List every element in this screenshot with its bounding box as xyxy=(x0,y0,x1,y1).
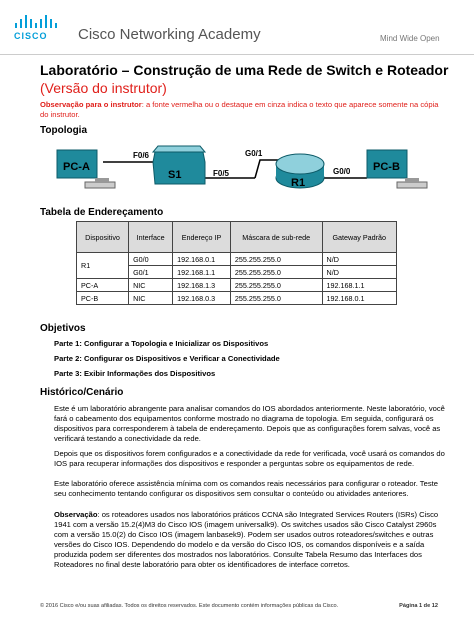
pc-b-label: PC-B xyxy=(373,161,400,173)
page-header xyxy=(0,0,474,52)
header-divider xyxy=(0,54,474,55)
background-note-text: : os roteadores usados nos laboratórios práticos CCNA são Integrated Services Routers (ISRs) Cisco 1941 com a versão 15.2(4)M3 do Cisco IOS (imagem universalk9). Os switches usados são Cisco Catalyst 2960s com a versão 15.0(2) do Cisco IOS (imagem lanbasek9). Podem ser usados outros roteadores/switches e outras versões do Cisco IOS. Dependendo do modelo e da versão do Cisco IOS, os comandos disponíveis e a saída produzida podem ser diferentes dos mostrados nos laboratórios. Consulte Tabela Resumo das Interfaces dos Roteadores no final deste laboratório para obter os identificadores de interface corretos. xyxy=(54,510,439,569)
table-cell: 255.255.255.0 xyxy=(230,292,322,305)
table-cell: 255.255.255.0 xyxy=(230,253,322,266)
table-header-row xyxy=(77,222,397,253)
table-cell: G0/0 xyxy=(129,253,173,266)
table-cell: NIC xyxy=(129,279,173,292)
objective-item: Parte 3: Exibir Informações dos Dispositivos xyxy=(54,369,216,378)
addressing-heading: Tabela de Endereçamento xyxy=(40,207,164,218)
table-cell: 192.168.1.1 xyxy=(322,279,397,292)
port-f05-label: F0/5 xyxy=(213,169,230,178)
background-heading: Histórico/Cenário xyxy=(40,387,124,398)
pc-a-label: PC-A xyxy=(63,161,90,173)
instructor-note-label: Observação para o instrutor xyxy=(40,100,142,109)
background-paragraph: Este é um laboratório abrangente para analisar comandos do IOS abordados anteriormente. Neste laboratório, você fará o cabeamento dos equipamentos conforme mostrado no diagrama de topologia. Em seguida, configurará os dispositivos para corresponderem à tabela de endereçamento. Depois que as configurações forem salvas, você as verificará testando a conectividade da rede. xyxy=(54,404,445,443)
page-title: Laboratório – Construção de uma Rede de Switch e Roteador xyxy=(40,62,449,78)
table-cell: 255.255.255.0 xyxy=(230,266,322,279)
addressing-table xyxy=(76,221,397,305)
col-header: Máscara de sub-rede xyxy=(230,222,322,253)
instructor-note-text: : a fonte vermelha ou o destaque em cinza indica o texto que aparece somente na cópia do instrutor. xyxy=(40,100,439,119)
table-row xyxy=(77,253,397,266)
port-f06-label: F0/6 xyxy=(133,151,150,160)
background-note xyxy=(54,510,452,570)
instructor-note xyxy=(40,100,444,120)
table-cell: PC-B xyxy=(77,292,129,305)
footer-page-number: Página 1 de 12 xyxy=(399,603,438,609)
table-cell: N/D xyxy=(322,266,397,279)
objective-item: Parte 2: Configurar os Dispositivos e Verificar a Conectividade xyxy=(54,354,280,363)
table-cell: 192.168.0.1 xyxy=(322,292,397,305)
s1-label: S1 xyxy=(168,169,182,181)
cisco-logo-icon xyxy=(15,14,65,30)
port-g01-label: G0/1 xyxy=(245,149,263,158)
table-cell: R1 xyxy=(77,253,129,279)
background-paragraph: Depois que os dispositivos forem configurados e a conectividade da rede for verificada, você usará os comandos do IOS para recuperar informações dos dispositivos e responder a perguntas sobre os equipamentos de rede. xyxy=(54,449,445,468)
table-cell: PC-A xyxy=(77,279,129,292)
table-cell: 192.168.1.3 xyxy=(173,279,231,292)
background-paragraph: Este laboratório oferece assistência mínima com os comandos reais necessários para configurar o roteador. Teste seu conhecimento tentando configurar os dispositivos sem consultar o conteúdo ou atividades anteriores. xyxy=(54,479,438,498)
topology-heading: Topologia xyxy=(40,125,88,136)
table-row xyxy=(77,292,397,305)
tagline: Mind Wide Open xyxy=(380,34,440,43)
col-header: Endereço IP xyxy=(173,222,231,253)
table-cell: G0/1 xyxy=(129,266,173,279)
cisco-wordmark: CISCO xyxy=(14,31,48,41)
objectives-heading: Objetivos xyxy=(40,323,86,334)
topology-diagram xyxy=(55,140,435,200)
footer-copyright: © 2016 Cisco e/ou suas afiliadas. Todos os direitos reservados. Este documento contém informações públicas da Cisco. xyxy=(40,603,339,609)
table-cell: NIC xyxy=(129,292,173,305)
table-cell: 255.255.255.0 xyxy=(230,279,322,292)
table-cell: N/D xyxy=(322,253,397,266)
col-header: Gateway Padrão xyxy=(322,222,397,253)
table-cell: 192.168.0.3 xyxy=(173,292,231,305)
col-header: Interface xyxy=(129,222,173,253)
table-cell: 192.168.1.1 xyxy=(173,266,231,279)
table-cell: 192.168.0.1 xyxy=(173,253,231,266)
objective-item: Parte 1: Configurar a Topologia e Inicializar os Dispositivos xyxy=(54,339,269,348)
table-row xyxy=(77,279,397,292)
academy-title: Cisco Networking Academy xyxy=(78,26,261,43)
col-header: Dispositivo xyxy=(77,222,129,253)
r1-label: R1 xyxy=(291,177,306,189)
page-subtitle: (Versão do instrutor) xyxy=(40,80,167,96)
background-note-label: Observação xyxy=(54,510,98,519)
port-g00-label: G0/0 xyxy=(333,167,351,176)
